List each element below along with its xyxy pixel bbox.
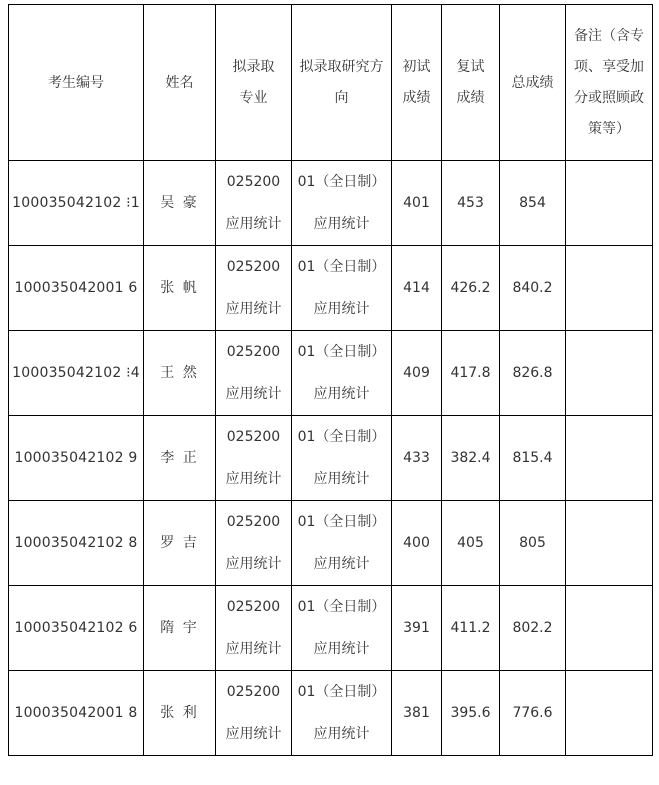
direction-code: 01（全日制） <box>297 259 386 275</box>
direction-code: 01（全日制） <box>297 599 386 615</box>
major-code: 025200 <box>226 259 281 275</box>
table-row <box>9 416 653 501</box>
major-name: 应用统计 <box>225 471 282 487</box>
total-score-cell: 802.2 <box>500 586 566 671</box>
major-cell <box>216 501 292 586</box>
total-score-cell: 854 <box>500 161 566 246</box>
major-name: 应用统计 <box>225 386 282 402</box>
table-row <box>9 671 653 756</box>
direction-cell <box>292 161 392 246</box>
header-note-label: 备注（含专项、享受加分或照顾政策等） <box>574 27 644 137</box>
direction-name: 应用统计 <box>313 386 370 402</box>
name-cell: 李 正 <box>144 416 216 501</box>
total-score-cell: 826.8 <box>500 331 566 416</box>
exam-id-cell: 100035042102 9 <box>9 416 144 501</box>
direction-name: 应用统计 <box>313 301 370 317</box>
header-major-label: 拟录取专业 <box>232 58 275 106</box>
retest-score-cell: 382.4 <box>442 416 500 501</box>
major-name: 应用统计 <box>225 556 282 572</box>
direction-name: 应用统计 <box>313 471 370 487</box>
direction-code: 01（全日制） <box>297 174 386 190</box>
note-cell <box>566 586 653 671</box>
direction-code: 01（全日制） <box>297 344 386 360</box>
major-cell <box>216 416 292 501</box>
major-name: 应用统计 <box>225 216 282 232</box>
exam-id-cell: 100035042001 6 <box>9 246 144 331</box>
retest-score-cell: 411.2 <box>442 586 500 671</box>
initial-score-cell: 409 <box>392 331 442 416</box>
table-row <box>9 586 653 671</box>
header-note <box>566 5 653 161</box>
table-row <box>9 501 653 586</box>
major-cell <box>216 586 292 671</box>
retest-score-cell: 405 <box>442 501 500 586</box>
table-row <box>9 161 653 246</box>
direction-cell <box>292 586 392 671</box>
major-cell <box>216 161 292 246</box>
name-cell: 张 帆 <box>144 246 216 331</box>
exam-id-cell: 100035042102 8 <box>9 501 144 586</box>
direction-name: 应用统计 <box>313 556 370 572</box>
note-cell <box>566 416 653 501</box>
direction-name: 应用统计 <box>313 726 370 742</box>
header-exam-id: 考生编号 <box>9 5 144 161</box>
header-major <box>216 5 292 161</box>
exam-id-cell: 100035042102 ⁝4 <box>9 331 144 416</box>
major-code: 025200 <box>226 429 281 445</box>
retest-score-cell: 426.2 <box>442 246 500 331</box>
direction-code: 01（全日制） <box>297 684 386 700</box>
header-direction-label: 拟录取研究方向 <box>299 58 384 106</box>
note-cell <box>566 671 653 756</box>
initial-score-cell: 400 <box>392 501 442 586</box>
note-cell <box>566 331 653 416</box>
retest-score-cell: 395.6 <box>442 671 500 756</box>
exam-id-cell: 100035042001 8 <box>9 671 144 756</box>
direction-cell <box>292 246 392 331</box>
total-score-cell: 776.6 <box>500 671 566 756</box>
major-code: 025200 <box>226 344 281 360</box>
header-retest-score <box>442 5 500 161</box>
direction-cell <box>292 671 392 756</box>
initial-score-cell: 391 <box>392 586 442 671</box>
direction-name: 应用统计 <box>313 216 370 232</box>
direction-name: 应用统计 <box>313 641 370 657</box>
direction-cell <box>292 416 392 501</box>
total-score-cell: 815.4 <box>500 416 566 501</box>
total-score-cell: 840.2 <box>500 246 566 331</box>
exam-id-cell: 100035042102 6 <box>9 586 144 671</box>
header-retest-score-label: 复试成绩 <box>456 58 485 106</box>
name-cell: 罗 吉 <box>144 501 216 586</box>
header-total-score: 总成绩 <box>500 5 566 161</box>
retest-score-cell: 417.8 <box>442 331 500 416</box>
note-cell <box>566 161 653 246</box>
header-direction <box>292 5 392 161</box>
direction-cell <box>292 501 392 586</box>
major-code: 025200 <box>226 514 281 530</box>
direction-cell <box>292 331 392 416</box>
major-code: 025200 <box>226 599 281 615</box>
major-name: 应用统计 <box>225 301 282 317</box>
major-cell <box>216 246 292 331</box>
major-cell <box>216 671 292 756</box>
header-row <box>9 5 653 161</box>
note-cell <box>566 501 653 586</box>
major-name: 应用统计 <box>225 726 282 742</box>
header-initial-score <box>392 5 442 161</box>
retest-score-cell: 453 <box>442 161 500 246</box>
name-cell: 隋 宇 <box>144 586 216 671</box>
major-code: 025200 <box>226 174 281 190</box>
note-cell <box>566 246 653 331</box>
direction-code: 01（全日制） <box>297 429 386 445</box>
table-row <box>9 331 653 416</box>
initial-score-cell: 414 <box>392 246 442 331</box>
initial-score-cell: 433 <box>392 416 442 501</box>
major-cell <box>216 331 292 416</box>
header-name: 姓名 <box>144 5 216 161</box>
name-cell: 王 然 <box>144 331 216 416</box>
major-name: 应用统计 <box>225 641 282 657</box>
major-code: 025200 <box>226 684 281 700</box>
direction-code: 01（全日制） <box>297 514 386 530</box>
initial-score-cell: 381 <box>392 671 442 756</box>
admission-table <box>8 4 653 756</box>
initial-score-cell: 401 <box>392 161 442 246</box>
name-cell: 张 利 <box>144 671 216 756</box>
table-row <box>9 246 653 331</box>
header-initial-score-label: 初试成绩 <box>402 58 431 106</box>
total-score-cell: 805 <box>500 501 566 586</box>
exam-id-cell: 100035042102 ⁝1 <box>9 161 144 246</box>
name-cell: 吴 豪 <box>144 161 216 246</box>
